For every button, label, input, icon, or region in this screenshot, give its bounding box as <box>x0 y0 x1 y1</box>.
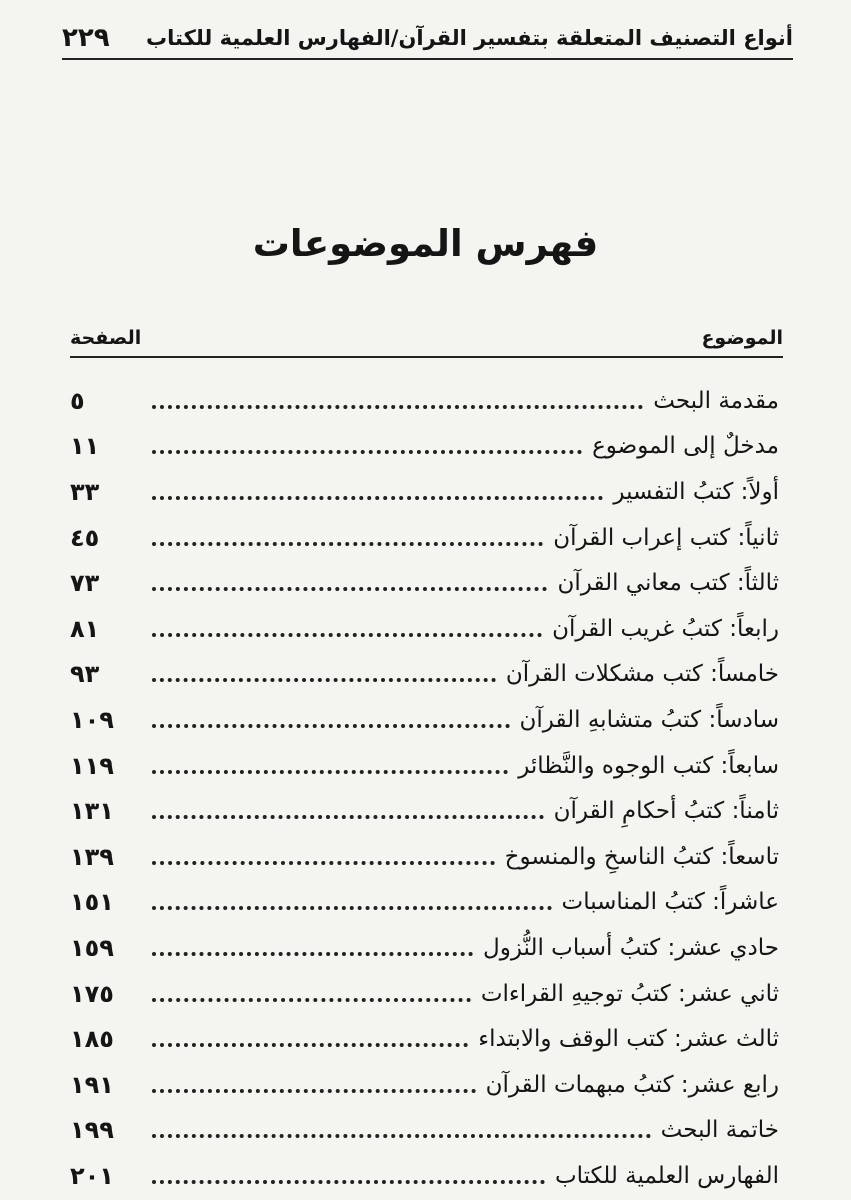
dot-leader <box>152 1043 468 1047</box>
toc-list <box>70 378 779 1199</box>
toc-entry-topic: تاسعاً: كتبُ الناسخِ والمنسوخ <box>504 843 779 870</box>
dot-leader <box>152 906 552 910</box>
toc-entry <box>70 1062 779 1108</box>
dot-leader <box>152 587 547 591</box>
toc-entry <box>70 378 779 424</box>
toc-entry-page: ١١ <box>70 432 100 461</box>
dot-leader <box>152 952 473 956</box>
dot-leader <box>152 405 643 409</box>
column-headers <box>70 320 783 358</box>
dot-leader <box>152 1089 476 1093</box>
topic-column-header: الموضوع <box>701 327 783 349</box>
toc-entry-topic: مدخلٌ إلى الموضوع <box>592 433 779 460</box>
toc-entry-topic: خامساً: كتب مشكلات القرآن <box>505 661 779 688</box>
running-header <box>62 18 793 60</box>
toc-entry-page: ١١٩ <box>70 751 114 780</box>
dot-leader <box>152 770 508 774</box>
toc-entry <box>70 469 779 515</box>
toc-entry-page: ١٩٩ <box>70 1116 114 1145</box>
toc-entry-page: ٢٠١ <box>70 1161 114 1190</box>
toc-entry <box>70 880 779 926</box>
toc-entry-topic: ثانياً: كتب إعراب القرآن <box>553 524 779 551</box>
toc-entry <box>70 1108 779 1154</box>
toc-entry-page: ٤٥ <box>70 523 100 552</box>
toc-entry-topic: ثاني عشر: كتبُ توجيهِ القراءات <box>480 980 779 1007</box>
dot-leader <box>152 724 510 728</box>
toc-entry-topic: رابع عشر: كتبُ مبهمات القرآن <box>485 1071 779 1098</box>
toc-entry-page: ١٣١ <box>70 797 114 826</box>
toc-entry-page: ١٠٩ <box>70 705 114 734</box>
dot-leader <box>152 861 495 865</box>
dot-leader <box>152 678 496 682</box>
toc-entry <box>70 424 779 470</box>
toc-entry <box>70 788 779 834</box>
dot-leader <box>152 815 544 819</box>
toc-entry <box>70 925 779 971</box>
toc-entry-page: ٥ <box>70 386 85 415</box>
toc-entry-topic: عاشراً: كتبُ المناسبات <box>561 889 779 916</box>
toc-entry-topic: رابعاً: كتبُ غريب القرآن <box>552 615 779 642</box>
toc-entry-topic: ثالث عشر: كتب الوقف والابتداء <box>478 1026 779 1053</box>
toc-entry-topic: سابعاً: كتب الوجوه والنَّظائر <box>518 752 779 779</box>
toc-entry-topic: الفهارس العلمية للكتاب <box>554 1162 779 1189</box>
toc-entry <box>70 1016 779 1062</box>
toc-entry-page: ١٨٥ <box>70 1025 114 1054</box>
toc-entry-page: ١٧٥ <box>70 979 114 1008</box>
dot-leader <box>152 998 471 1002</box>
toc-entry-page: ١٩١ <box>70 1070 114 1099</box>
toc-entry <box>70 834 779 880</box>
page-number: ٢٢٩ <box>62 23 110 53</box>
toc-entry-page: ٩٣ <box>70 660 100 689</box>
page-column-header: الصفحة <box>70 327 142 349</box>
toc-entry-page: ٣٣ <box>70 477 100 506</box>
toc-entry-page: ١٥٩ <box>70 933 114 962</box>
toc-entry-topic: حادي عشر: كتبُ أسباب النُّزول <box>483 934 779 961</box>
toc-entry-page: ٧٣ <box>70 569 100 598</box>
dot-leader <box>152 450 582 454</box>
dot-leader <box>152 542 543 546</box>
toc-entry <box>70 971 779 1017</box>
toc-entry <box>70 606 779 652</box>
toc-entry-topic: ثامناً: كتبُ أحكامِ القرآن <box>553 798 779 825</box>
toc-entry <box>70 1153 779 1199</box>
dot-leader <box>152 633 542 637</box>
running-title: أنواع التصنيف المتعلقة بتفسير القرآن/الفهارس العلمية للكتاب <box>146 26 793 50</box>
dot-leader <box>152 496 603 500</box>
toc-entry <box>70 652 779 698</box>
page-title: فهرس الموضوعات <box>252 222 599 265</box>
toc-entry-page: ١٥١ <box>70 888 114 917</box>
dot-leader <box>152 1180 545 1184</box>
dot-leader <box>152 1134 651 1138</box>
toc-entry <box>70 515 779 561</box>
toc-entry <box>70 743 779 789</box>
toc-entry-page: ١٣٩ <box>70 842 114 871</box>
toc-entry-topic: خاتمة البحث <box>660 1117 779 1144</box>
toc-entry <box>70 560 779 606</box>
toc-entry-topic: سادساً: كتبُ متشابهِ القرآن <box>519 706 779 733</box>
toc-entry-topic: أولاً: كتبُ التفسير <box>613 478 779 505</box>
toc-entry-topic: ثالثاً: كتب معاني القرآن <box>557 570 779 597</box>
toc-entry-page: ٨١ <box>70 614 100 643</box>
toc-entry-topic: مقدمة البحث <box>653 387 779 414</box>
toc-entry <box>70 697 779 743</box>
